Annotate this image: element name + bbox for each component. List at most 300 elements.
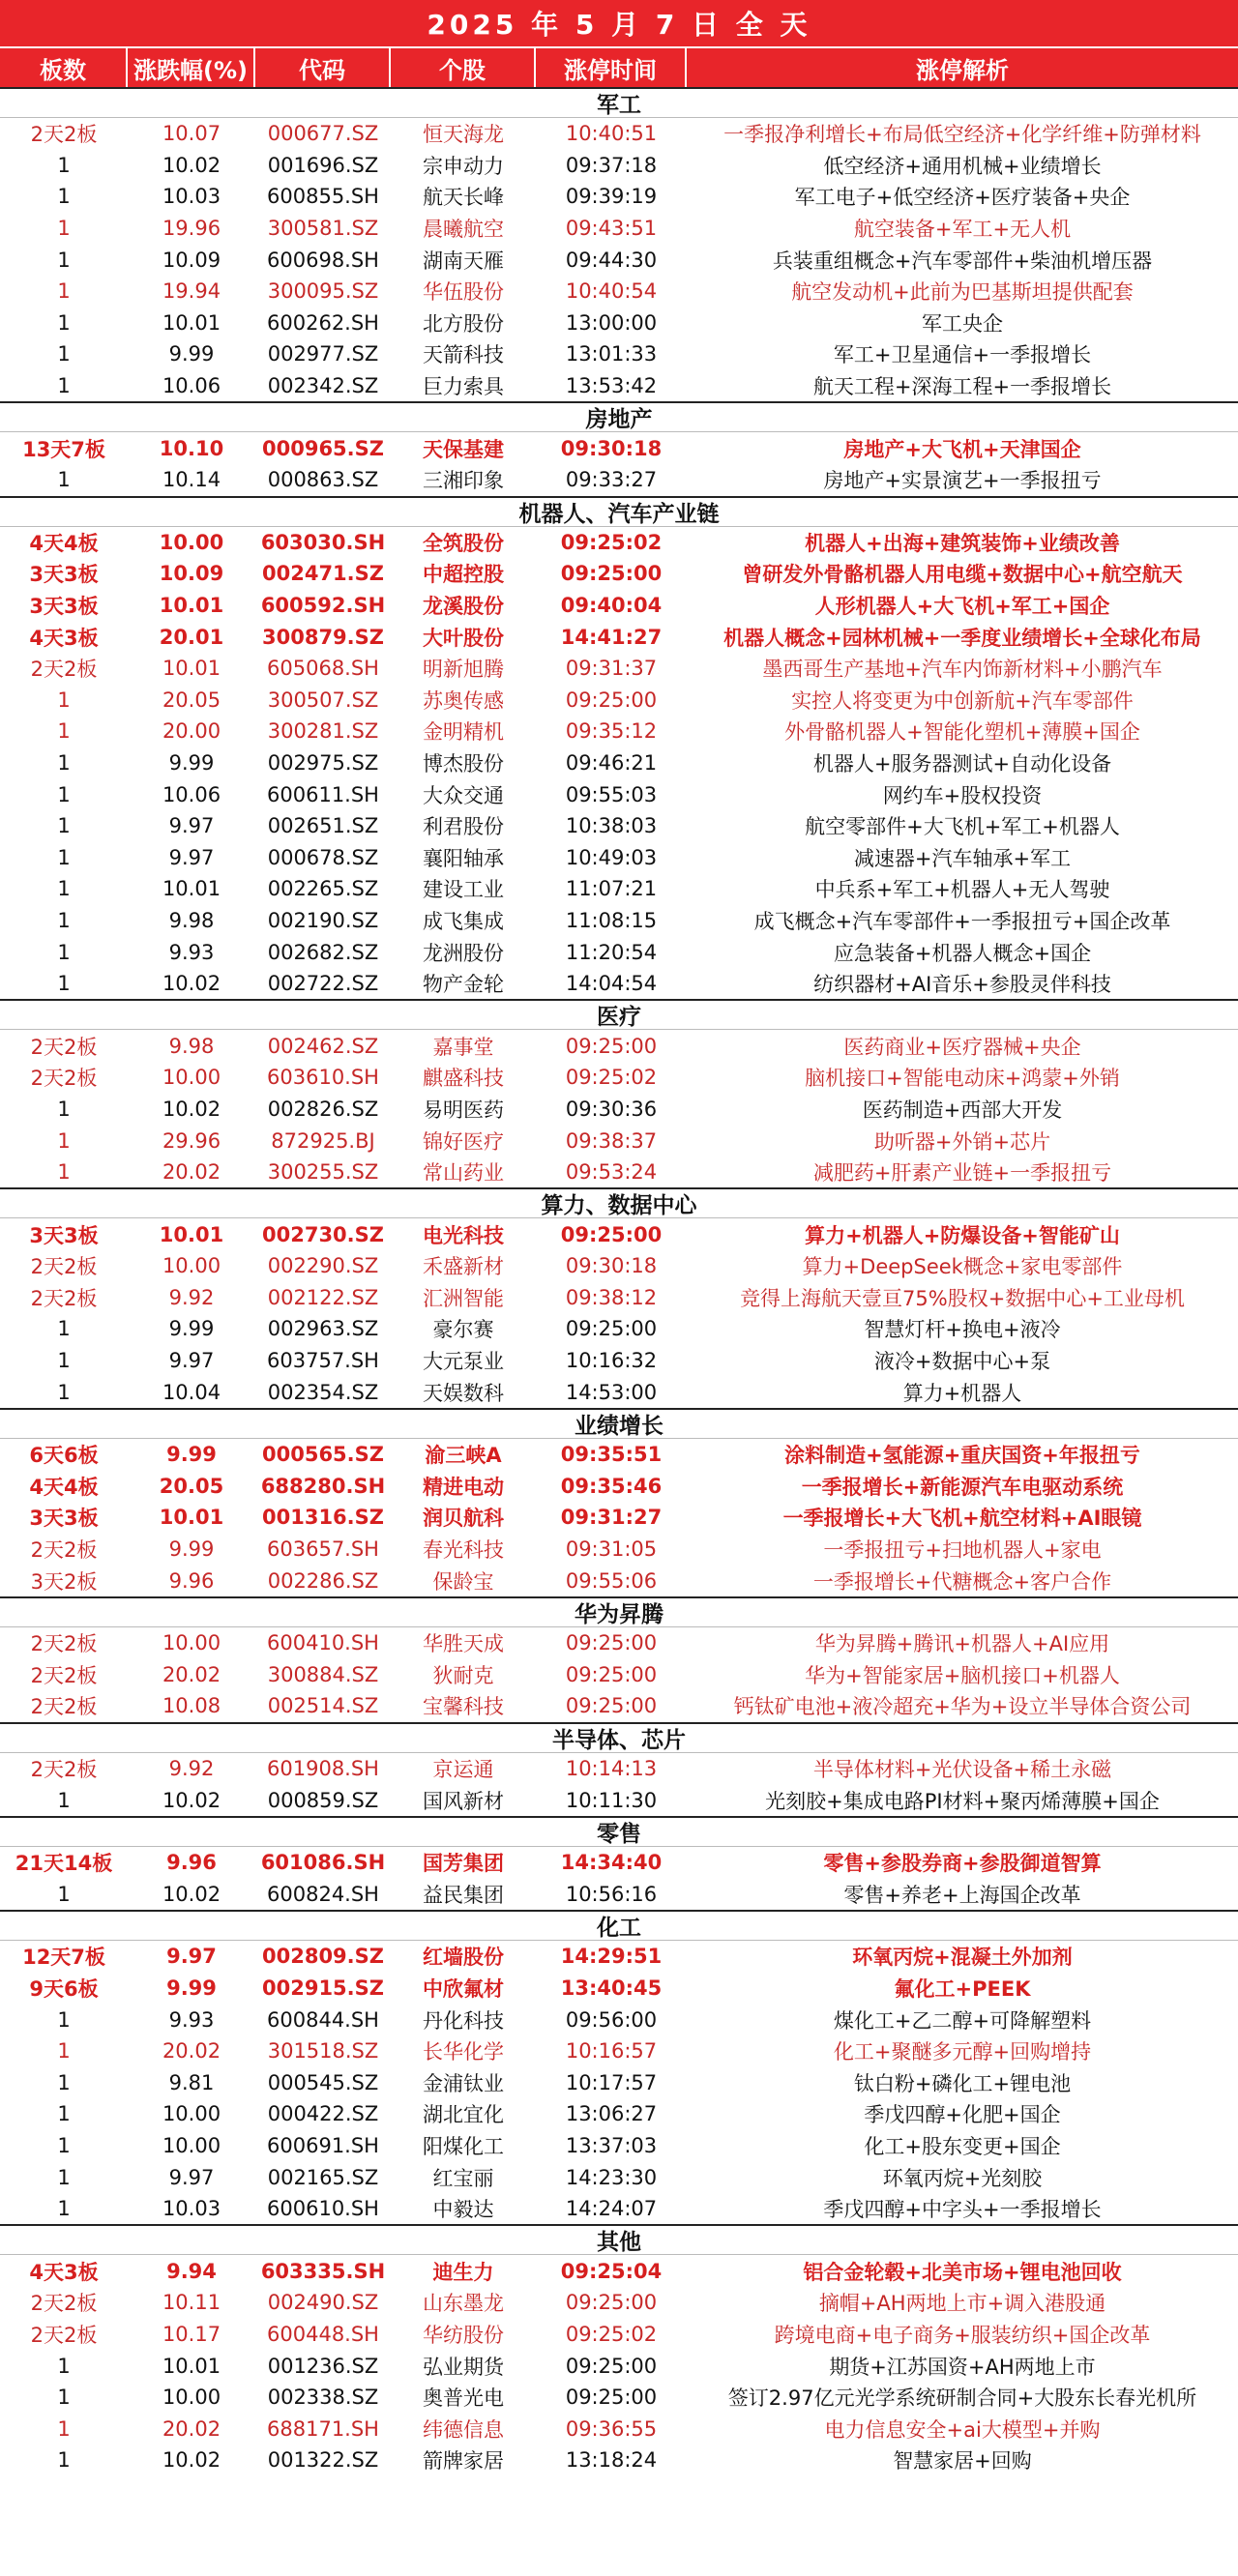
limit-up-reason: 医药商业+医疗器械+央企 <box>843 1035 1081 1059</box>
board-count: 1 <box>57 342 71 366</box>
stock-code: 601908.SH <box>267 1757 379 1781</box>
limit-up-reason: 机器人概念+园林机械+一季度业绩增长+全球化布局 <box>723 626 1201 650</box>
stock-code: 600698.SH <box>267 248 379 272</box>
limit-up-time: 09:25:02 <box>560 530 663 554</box>
stock-name: 豪尔赛 <box>432 1318 494 1342</box>
board-count: 1 <box>57 2070 71 2094</box>
table-row[interactable] <box>0 1879 1238 1911</box>
board-count: 2天2板 <box>30 1538 98 1563</box>
table-row[interactable] <box>0 810 1238 842</box>
table-row[interactable] <box>0 685 1238 717</box>
stock-name: 金明精机 <box>423 720 504 745</box>
stock-name: 中欣氟材 <box>423 1976 504 2001</box>
stock-name: 锦好医疗 <box>423 1129 504 1154</box>
table-row[interactable] <box>0 307 1238 339</box>
board-count: 21天14板 <box>15 1852 113 1876</box>
limit-up-reason: 航空装备+军工+无人机 <box>853 218 1072 242</box>
section-title: 华为昇腾 <box>0 1596 1238 1627</box>
stock-name: 龙溪股份 <box>423 595 504 619</box>
limit-up-time: 10:56:16 <box>565 1882 658 1906</box>
stock-code: 600262.SH <box>267 310 379 335</box>
stock-code: 000965.SZ <box>262 436 384 460</box>
change-pct: 10.02 <box>162 153 221 177</box>
limit-up-reason: 摘帽+AH两地上市+调入港股通 <box>818 2292 1106 2316</box>
change-pct: 10.00 <box>162 2133 221 2157</box>
table-row[interactable] <box>0 747 1238 779</box>
limit-up-time: 10:16:32 <box>565 1349 658 1373</box>
table-row[interactable] <box>0 841 1238 873</box>
limit-up-reason: 一季报增长+大飞机+航空材料+AI眼镜 <box>782 1507 1142 1531</box>
table-row[interactable] <box>0 2413 1238 2444</box>
stock-code: 002471.SZ <box>262 562 384 586</box>
table-row[interactable] <box>0 1030 1238 1062</box>
stock-code: 603030.SH <box>260 530 386 554</box>
table-row[interactable] <box>0 2255 1238 2287</box>
stock-name: 湖南天雁 <box>423 249 504 273</box>
change-pct: 10.00 <box>162 2386 221 2410</box>
board-count: 1 <box>57 1317 71 1341</box>
stock-name: 麒盛科技 <box>423 1067 504 1091</box>
limit-up-reason: 航空零部件+大飞机+军工+机器人 <box>805 815 1120 839</box>
table-row[interactable] <box>0 2350 1238 2382</box>
change-pct: 10.17 <box>162 2322 221 2346</box>
header-time: 涨停时间 <box>536 48 687 87</box>
stock-code: 001236.SZ <box>267 2354 379 2378</box>
table-row[interactable] <box>0 1313 1238 1345</box>
table-row[interactable] <box>0 1941 1238 1973</box>
stock-code: 000422.SZ <box>267 2102 379 2126</box>
table-row[interactable] <box>0 936 1238 968</box>
limit-up-reason: 曾研发外骨骼机器人用电缆+数据中心+航空航天 <box>742 563 1183 587</box>
table-row[interactable] <box>0 2098 1238 2130</box>
limit-up-time: 09:33:27 <box>565 468 658 492</box>
stock-name: 长华化学 <box>423 2040 504 2064</box>
board-count: 1 <box>57 782 71 806</box>
stock-name: 金浦钛业 <box>423 2071 504 2095</box>
limit-up-reason: 网约车+股权投资 <box>882 783 1043 807</box>
stock-name: 润贝航科 <box>423 1507 504 1531</box>
board-count: 1 <box>57 2165 71 2189</box>
section-title: 军工 <box>0 87 1238 118</box>
table-row[interactable] <box>0 1156 1238 1188</box>
stock-name: 电光科技 <box>423 1223 504 1247</box>
stock-code: 002514.SZ <box>267 1694 379 1718</box>
table-row[interactable] <box>0 370 1238 402</box>
stock-code: 002915.SZ <box>262 1976 384 2000</box>
stock-name: 苏奥传感 <box>423 688 504 713</box>
stock-name: 明新旭腾 <box>423 658 504 682</box>
limit-up-time: 11:20:54 <box>565 940 658 964</box>
board-count: 1 <box>57 940 71 964</box>
limit-up-reason: 助听器+外销+芯片 <box>873 1129 1051 1154</box>
table-row[interactable] <box>0 1627 1238 1659</box>
limit-up-reason: 化工+股东变更+国企 <box>864 2134 1061 2158</box>
section-title: 其他 <box>0 2224 1238 2255</box>
stock-code: 605068.SH <box>267 657 379 681</box>
table-row[interactable] <box>0 1125 1238 1156</box>
table-row[interactable] <box>0 2161 1238 2193</box>
stock-name: 成飞集成 <box>423 909 504 933</box>
table-row[interactable] <box>0 1345 1238 1377</box>
limit-up-time: 13:06:27 <box>565 2102 658 2126</box>
limit-up-reason: 签订2.97亿元光学系统研制合同+大股东长春光机所 <box>727 2386 1197 2411</box>
stock-name: 利君股份 <box>423 815 504 839</box>
limit-up-reason: 房地产+大飞机+天津国企 <box>843 437 1081 461</box>
stock-code: 002682.SZ <box>267 940 379 964</box>
header-stock: 个股 <box>391 48 536 87</box>
limit-up-reason: 煤化工+乙二醇+可降解塑料 <box>833 2008 1092 2033</box>
stock-name: 阳煤化工 <box>423 2134 504 2158</box>
table-row[interactable] <box>0 2382 1238 2414</box>
stock-name: 晨曦航空 <box>423 218 504 242</box>
stock-name: 大众交通 <box>423 783 504 807</box>
stock-name: 迪生力 <box>432 2260 494 2284</box>
limit-up-time: 10:40:54 <box>565 279 658 304</box>
board-count: 1 <box>57 1097 71 1121</box>
limit-up-reason: 环氧丙烷+光刻胶 <box>882 2166 1043 2190</box>
stock-code: 002826.SZ <box>267 1097 379 1121</box>
table-row[interactable] <box>0 905 1238 937</box>
limit-up-time: 14:41:27 <box>560 625 663 649</box>
limit-up-time: 14:23:30 <box>565 2165 658 2189</box>
limit-up-reason: 军工电子+低空经济+医疗装备+央企 <box>794 186 1131 210</box>
limit-up-time: 09:31:27 <box>560 1506 663 1530</box>
table-row[interactable] <box>0 338 1238 370</box>
table-row[interactable] <box>0 432 1238 464</box>
limit-up-reason: 华为+智能家居+脑机接口+机器人 <box>805 1663 1120 1687</box>
stock-name: 襄阳轴承 <box>423 846 504 870</box>
table-row[interactable] <box>0 1565 1238 1596</box>
stock-name: 精进电动 <box>423 1475 504 1499</box>
limit-up-reason: 机器人+服务器测试+自动化设备 <box>812 751 1112 776</box>
limit-up-time: 09:31:05 <box>565 1537 658 1562</box>
board-count: 2天2板 <box>30 1758 98 1782</box>
change-pct: 10.01 <box>162 877 221 901</box>
limit-up-time: 10:40:51 <box>565 122 658 146</box>
stock-code: 001696.SZ <box>267 153 379 177</box>
limit-up-time: 10:14:13 <box>565 1757 658 1781</box>
table-row[interactable] <box>0 213 1238 245</box>
stock-code: 600824.SH <box>267 1882 379 1906</box>
table-row[interactable] <box>0 590 1238 622</box>
change-pct: 10.01 <box>162 2354 221 2378</box>
table-row[interactable] <box>0 1062 1238 1094</box>
table-row[interactable] <box>0 778 1238 810</box>
limit-up-reason: 实控人将变更为中创新航+汽车零部件 <box>791 688 1134 713</box>
change-pct: 29.96 <box>162 1128 221 1153</box>
table-row[interactable] <box>0 1439 1238 1471</box>
table-row[interactable] <box>0 716 1238 747</box>
limit-up-reason: 纺织器材+AI音乐+参股灵伴科技 <box>813 973 1111 997</box>
limit-up-reason: 跨境电商+电子商务+服装纺织+国企改革 <box>774 2323 1151 2347</box>
change-pct: 20.01 <box>159 625 224 649</box>
limit-up-reason: 航空发动机+此前为巴基斯坦提供配套 <box>791 280 1134 305</box>
header-reason: 涨停解析 <box>916 56 1009 84</box>
stock-name: 红宝丽 <box>432 2166 494 2190</box>
limit-up-time: 09:25:00 <box>565 1662 658 1686</box>
table-row[interactable] <box>0 2035 1238 2067</box>
stock-name: 华胜天成 <box>423 1632 504 1656</box>
board-count: 1 <box>57 153 71 177</box>
limit-up-reason: 光刻胶+集成电路PI材料+聚丙烯薄膜+国企 <box>765 1789 1160 1813</box>
change-pct: 10.09 <box>162 248 221 272</box>
limit-up-reason: 涂料制造+氢能源+重庆国资+年报扭亏 <box>784 1444 1140 1468</box>
table-row[interactable] <box>0 1250 1238 1282</box>
table-row[interactable] <box>0 1094 1238 1126</box>
table-row[interactable] <box>0 2287 1238 2319</box>
header-change: 涨跌幅(%) <box>128 48 255 87</box>
table-row[interactable] <box>0 181 1238 213</box>
board-count: 1 <box>57 374 71 398</box>
change-pct: 10.10 <box>159 436 224 460</box>
board-count: 1 <box>57 2039 71 2064</box>
stock-code: 688171.SH <box>267 2416 379 2441</box>
change-pct: 9.96 <box>166 1851 217 1875</box>
board-count: 4天3板 <box>29 626 99 650</box>
stock-code: 002462.SZ <box>267 1034 379 1058</box>
limit-up-time: 13:40:45 <box>560 1976 663 2000</box>
change-pct: 19.94 <box>162 279 221 304</box>
stock-name: 弘业期货 <box>423 2355 504 2379</box>
limit-up-time: 09:46:21 <box>565 750 658 775</box>
change-pct: 9.99 <box>168 342 215 366</box>
stock-code: 601086.SH <box>260 1851 386 1875</box>
board-count: 1 <box>57 972 71 996</box>
section-title: 算力、数据中心 <box>0 1187 1238 1218</box>
stock-code: 600610.SH <box>267 2197 379 2221</box>
stock-code: 300581.SZ <box>267 217 379 241</box>
stock-code: 002265.SZ <box>267 877 379 901</box>
change-pct: 10.07 <box>162 122 221 146</box>
table-row[interactable] <box>0 2130 1238 2162</box>
table-row[interactable] <box>0 1690 1238 1722</box>
change-pct: 9.81 <box>168 2070 215 2094</box>
table-row[interactable] <box>0 1376 1238 1408</box>
board-count: 4天3板 <box>29 2260 99 2284</box>
limit-up-time: 13:53:42 <box>565 374 658 398</box>
table-row[interactable] <box>0 276 1238 307</box>
limit-up-reason: 外骨骼机器人+智能化塑机+薄膜+国企 <box>784 720 1140 745</box>
stock-name: 中毅达 <box>432 2198 494 2222</box>
table-row[interactable] <box>0 2444 1238 2476</box>
limit-up-time: 09:39:19 <box>565 185 658 209</box>
limit-up-reason: 铝合金轮毂+北美市场+锂电池回收 <box>803 2260 1122 2284</box>
table-row[interactable] <box>0 1973 1238 2005</box>
change-pct: 10.01 <box>159 594 224 618</box>
table-row[interactable] <box>0 527 1238 559</box>
table-row[interactable] <box>0 1784 1238 1816</box>
change-pct: 9.99 <box>166 1443 217 1467</box>
limit-up-time: 09:35:46 <box>560 1474 663 1498</box>
board-count: 1 <box>57 814 71 838</box>
change-pct: 10.08 <box>162 1694 221 1718</box>
board-count: 1 <box>57 877 71 901</box>
limit-up-reason: 脑机接口+智能电动床+鸿蒙+外销 <box>805 1067 1120 1091</box>
limit-up-reason: 墨西哥生产基地+汽车内饰新材料+小鹏汽车 <box>762 658 1163 682</box>
stock-name: 渝三峡A <box>425 1444 502 1468</box>
stock-name: 丹化科技 <box>423 2008 504 2033</box>
board-count: 1 <box>57 2448 71 2473</box>
change-pct: 20.02 <box>162 1160 221 1185</box>
limit-up-reason: 算力+机器人 <box>902 1381 1022 1405</box>
limit-up-time: 14:24:07 <box>565 2197 658 2221</box>
stock-name: 嘉事堂 <box>432 1035 494 1059</box>
table-row[interactable] <box>0 558 1238 590</box>
table-row[interactable] <box>0 1847 1238 1879</box>
stock-name: 建设工业 <box>423 878 504 902</box>
stock-code: 000677.SZ <box>267 122 379 146</box>
limit-up-time: 10:17:57 <box>565 2070 658 2094</box>
table-row[interactable] <box>0 873 1238 905</box>
limit-up-time: 09:25:00 <box>565 2354 658 2378</box>
limit-up-reason: 一季报增长+新能源汽车电驱动系统 <box>801 1475 1124 1499</box>
table-row[interactable] <box>0 2066 1238 2098</box>
stock-code: 600592.SH <box>260 594 386 618</box>
stock-name: 禾盛新材 <box>423 1255 504 1279</box>
board-count: 1 <box>57 719 71 744</box>
table-row[interactable] <box>0 1218 1238 1250</box>
table-row[interactable] <box>0 1282 1238 1314</box>
board-count: 2天2板 <box>30 2292 98 2316</box>
change-pct: 9.99 <box>168 1537 215 1562</box>
stock-code: 600448.SH <box>267 2322 379 2346</box>
table-row[interactable] <box>0 1659 1238 1691</box>
board-count: 1 <box>57 248 71 272</box>
header-code: 代码 <box>255 48 391 87</box>
table-row[interactable] <box>0 1753 1238 1785</box>
stock-name: 大叶股份 <box>423 626 504 650</box>
change-pct: 10.06 <box>162 374 221 398</box>
stock-name: 博杰股份 <box>423 751 504 776</box>
section-title: 房地产 <box>0 401 1238 432</box>
stock-name: 易明医药 <box>423 1098 504 1122</box>
change-pct: 9.97 <box>168 2165 215 2189</box>
change-pct: 10.02 <box>162 1788 221 1812</box>
limit-up-time: 09:25:00 <box>565 688 658 712</box>
change-pct: 9.98 <box>168 908 215 932</box>
limit-up-time: 10:16:57 <box>565 2039 658 2064</box>
table-row[interactable] <box>0 1502 1238 1534</box>
section-title: 半导体、芯片 <box>0 1722 1238 1753</box>
change-pct: 10.06 <box>162 782 221 806</box>
table-row[interactable] <box>0 244 1238 276</box>
stock-code: 872925.BJ <box>271 1128 375 1153</box>
limit-up-reason: 季戊四醇+中字头+一季报增长 <box>823 2198 1102 2222</box>
limit-up-time: 09:25:00 <box>560 1222 663 1246</box>
board-count: 1 <box>57 310 71 335</box>
limit-up-time: 09:35:51 <box>560 1443 663 1467</box>
limit-up-time: 11:07:21 <box>565 877 658 901</box>
stock-name: 山东墨龙 <box>423 2292 504 2316</box>
limit-up-time: 09:25:00 <box>565 1631 658 1655</box>
limit-up-time: 09:37:18 <box>565 153 658 177</box>
limit-up-reason: 房地产+实景演艺+一季报扭亏 <box>823 469 1102 493</box>
limit-up-reason: 智慧家居+回购 <box>893 2449 1032 2474</box>
stock-code: 002354.SZ <box>267 1380 379 1404</box>
section-title: 零售 <box>0 1816 1238 1847</box>
limit-up-time: 10:38:03 <box>565 814 658 838</box>
stock-code: 000678.SZ <box>267 845 379 869</box>
limit-up-time: 09:25:00 <box>565 2291 658 2315</box>
stock-name: 巨力索具 <box>423 375 504 399</box>
limit-up-time: 09:25:00 <box>565 2386 658 2410</box>
limit-up-reason: 一季报增长+代糖概念+客户合作 <box>812 1569 1112 1594</box>
change-pct: 10.01 <box>159 1222 224 1246</box>
stock-name: 恒天海龙 <box>423 123 504 147</box>
limit-up-time: 09:43:51 <box>565 217 658 241</box>
stock-code: 002963.SZ <box>267 1317 379 1341</box>
limit-up-reason: 军工央企 <box>922 311 1003 336</box>
limit-up-time: 09:25:02 <box>565 1066 658 1090</box>
change-pct: 20.00 <box>162 719 221 744</box>
board-count: 1 <box>57 468 71 492</box>
stock-code: 002977.SZ <box>267 342 379 366</box>
change-pct: 10.00 <box>162 1254 221 1278</box>
board-count: 1 <box>57 185 71 209</box>
limit-up-reason: 减肥药+肝素产业链+一季报扭亏 <box>812 1161 1112 1186</box>
table-row[interactable] <box>0 2319 1238 2351</box>
stock-name: 航天长峰 <box>423 186 504 210</box>
change-pct: 10.00 <box>162 2102 221 2126</box>
stock-code: 002730.SZ <box>262 1222 384 1246</box>
table-row[interactable] <box>0 621 1238 653</box>
change-pct: 9.97 <box>168 814 215 838</box>
limit-up-reason: 环氧丙烷+混凝土外加剂 <box>852 1946 1073 1970</box>
table-row[interactable] <box>0 2193 1238 2225</box>
change-pct: 10.00 <box>162 1631 221 1655</box>
section-title: 机器人、汽车产业链 <box>0 496 1238 527</box>
table-row[interactable] <box>0 653 1238 685</box>
board-count: 2天2板 <box>30 2323 98 2347</box>
change-pct: 9.93 <box>168 2007 215 2032</box>
limit-up-reason: 华为昇腾+腾讯+机器人+AI应用 <box>814 1632 1110 1656</box>
board-count: 12天7板 <box>22 1946 105 1970</box>
table-row[interactable] <box>0 1471 1238 1503</box>
board-count: 2天2板 <box>30 1035 98 1059</box>
limit-up-time: 09:40:04 <box>560 594 663 618</box>
stock-code: 002342.SZ <box>267 374 379 398</box>
limit-up-time: 09:36:55 <box>565 2416 658 2441</box>
limit-up-time: 14:34:40 <box>560 1851 663 1875</box>
stock-code: 000859.SZ <box>267 1788 379 1812</box>
stock-code: 002286.SZ <box>267 1568 379 1593</box>
change-pct: 10.11 <box>162 2291 221 2315</box>
limit-up-reason: 军工+卫星通信+一季报增长 <box>833 343 1092 367</box>
table-row[interactable] <box>0 1534 1238 1566</box>
change-pct: 10.03 <box>162 2197 221 2221</box>
stock-name: 华伍股份 <box>423 280 504 305</box>
table-row[interactable] <box>0 118 1238 150</box>
board-count: 2天2板 <box>30 1067 98 1091</box>
limit-up-reason: 化工+聚醚多元醇+回购增持 <box>833 2040 1092 2064</box>
table-row[interactable] <box>0 464 1238 496</box>
limit-up-reason: 一季报扭亏+扫地机器人+家电 <box>823 1538 1102 1563</box>
limit-up-time: 13:01:33 <box>565 342 658 366</box>
change-pct: 9.99 <box>168 750 215 775</box>
stock-code: 002165.SZ <box>267 2165 379 2189</box>
limit-up-reason: 竞得上海航天壹亘75%股权+数据中心+工业母机 <box>740 1286 1185 1310</box>
stock-name: 中超控股 <box>423 563 504 587</box>
board-count: 1 <box>57 1349 71 1373</box>
change-pct: 10.09 <box>159 562 224 586</box>
table-row[interactable] <box>0 150 1238 182</box>
board-count: 3天3板 <box>29 563 99 587</box>
table-row[interactable] <box>0 968 1238 1000</box>
table-row[interactable] <box>0 2004 1238 2035</box>
change-pct: 9.94 <box>166 2259 217 2283</box>
limit-up-reason: 中兵系+军工+机器人+无人驾驶 <box>814 878 1110 902</box>
stock-code: 000565.SZ <box>262 1443 384 1467</box>
